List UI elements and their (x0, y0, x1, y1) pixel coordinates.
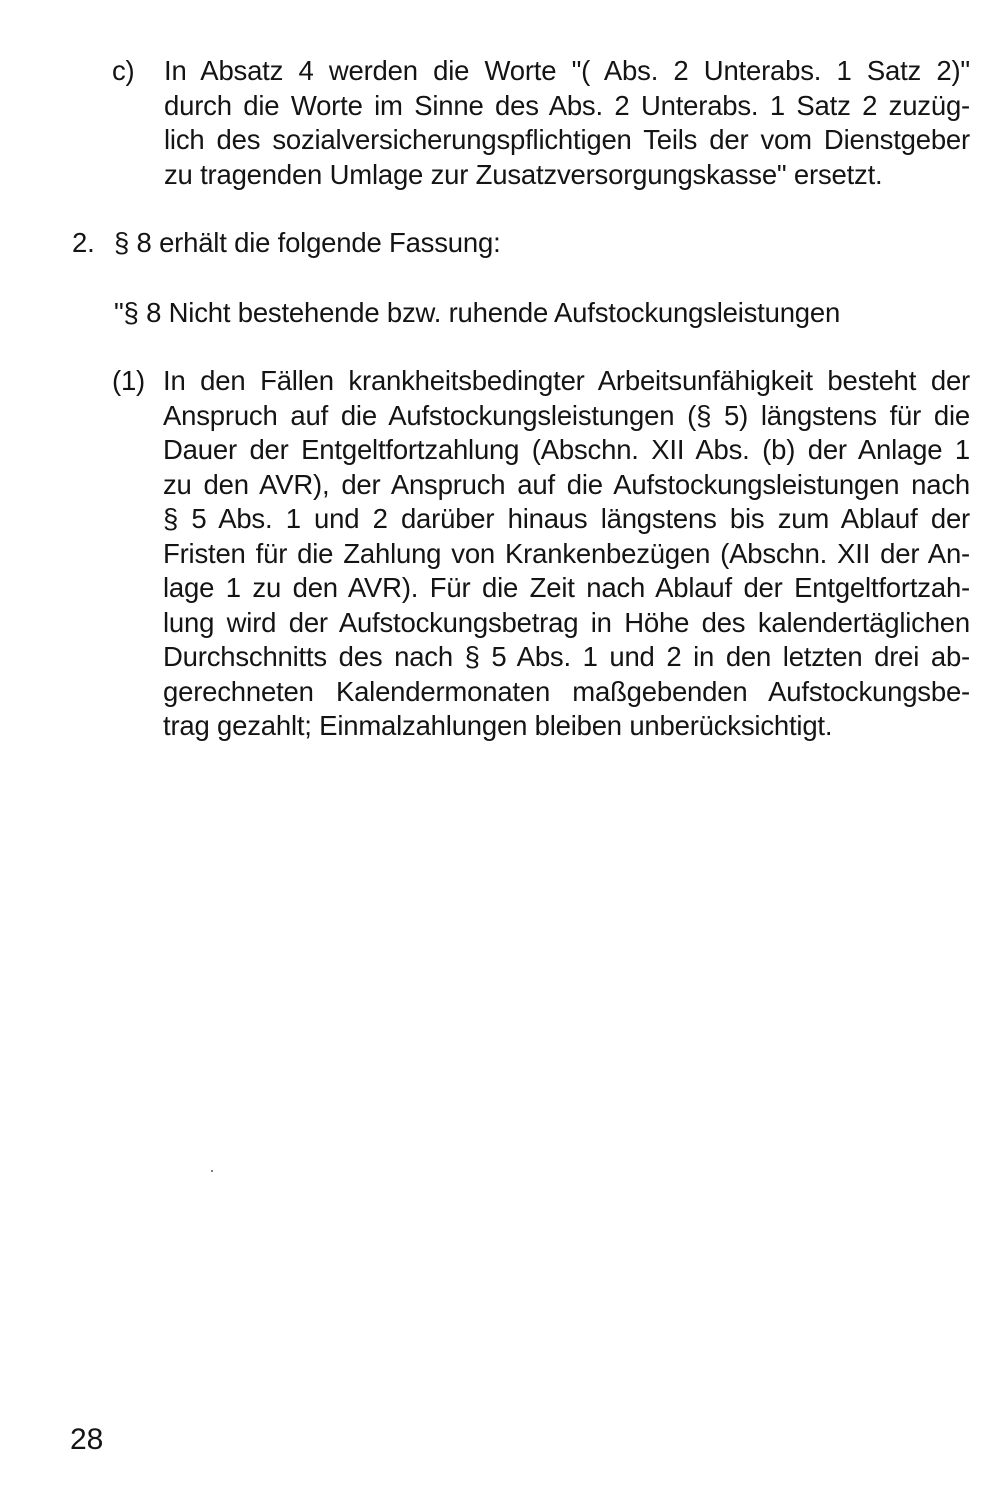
text-line: zu tragenden Umlage zur Zusatzversorgungskasse" ersetzt. (164, 158, 883, 190)
list-item-c-text (164, 54, 970, 192)
page-number: 28 (70, 1423, 104, 1456)
text-line: Anspruch auf die Aufstockungsleistungen (§ 5) längstens für die (163, 399, 970, 431)
text-line: § 5 Abs. 1 und 2 darüber hinaus längstens bis zum Ablauf der (163, 503, 970, 534)
text-line: Fristen für die Zahlung von Krankenbezügen (Abschn. XII der An- (163, 537, 970, 569)
text-line: lage 1 zu den AVR). Für die Zeit nach Ablauf der Entgeltfortzah- (163, 572, 970, 603)
section-heading-text: "§ 8 Nicht bestehende bzw. ruhende Aufstockungsleistungen (114, 297, 841, 328)
text-line: gerechneten Kalendermonaten maßgebenden Aufstockungsbe- (163, 675, 970, 707)
text-line: In Absatz 4 werden die Worte "( Abs. 2 Unterabs. 1 Satz 2)" (164, 55, 970, 86)
text-line: zu den AVR), der Anspruch auf die Aufstockungsleistungen nach (163, 468, 970, 500)
text-line: trag gezahlt; Einmalzahlungen bleiben unberücksichtigt. (163, 710, 833, 741)
paragraph-1-text (163, 364, 970, 744)
list-marker-2: 2. (72, 227, 95, 258)
text-line: durch die Worte im Sinne des Abs. 2 Unterabs. 1 Satz 2 zuzüg- (164, 89, 970, 121)
list-item-2-text (114, 226, 934, 261)
text-line: Durchschnitts des nach § 5 Abs. 1 und 2 in den letzten drei ab- (163, 641, 970, 672)
text-line: In den Fällen krankheitsbedingter Arbeitsunfähigkeit besteht der (163, 365, 970, 396)
text-line: lung wird der Aufstockungsbetrag in Höhe des kalendertäglichen (163, 606, 970, 638)
text-line: lich des sozialversicherungspflichtigen Teils der vom Dienstgeber (164, 124, 970, 155)
text-line: § 8 erhält die folgende Fassung: (114, 227, 501, 258)
section-heading (114, 296, 974, 331)
stray-dot (211, 1170, 213, 1172)
text-line: Dauer der Entgeltfortzahlung (Abschn. XII Abs. (b) der Anlage 1 (163, 434, 970, 465)
paragraph-marker-1: (1) (112, 365, 146, 396)
list-marker-c: c) (112, 55, 135, 86)
